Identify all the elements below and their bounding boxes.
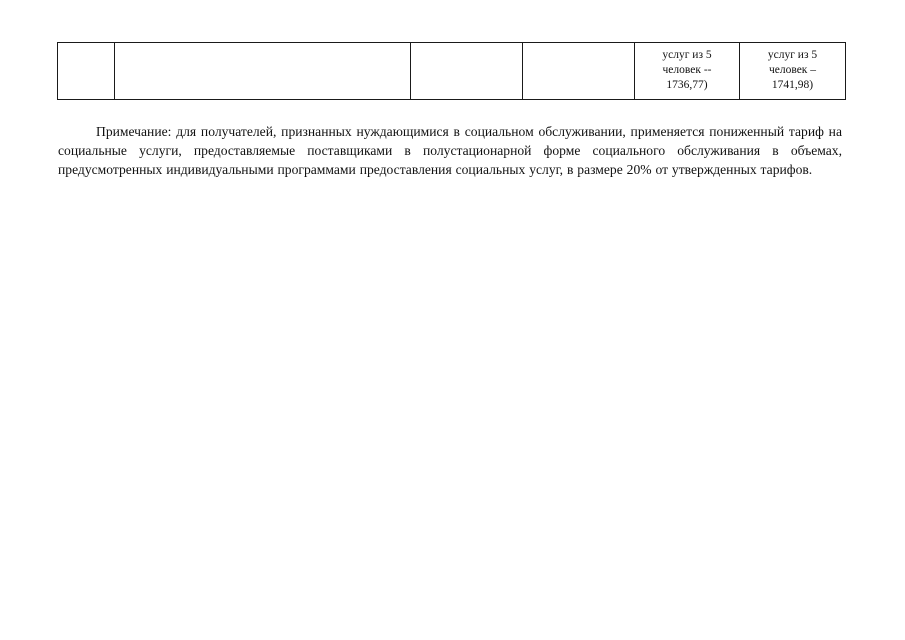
cell-line: 1741,98) — [771, 79, 814, 91]
cell-line: человек -- — [662, 64, 712, 76]
note-paragraph: Примечание: для получателей, признанных нуждающимися в социальном обслуживании, применяется пониженный тариф на социальные услуги, предоставляемые поставщиками в полустационарной форме социального обслуживания в объемах, предусмотренных индивидуальными программами предоставления социальных услуг, в размере 20% от утвержденных тарифов. — [58, 124, 842, 177]
cell-line: услуг из 5 — [662, 49, 712, 61]
cell-line: человек – — [768, 64, 817, 76]
cell-line: услуг из 5 — [767, 49, 818, 61]
table-cell-empty-4 — [523, 43, 635, 100]
cell-line: 1736,77) — [666, 79, 708, 91]
table-cell-empty-3 — [411, 43, 523, 100]
table-cell-service-name — [115, 43, 411, 100]
table-cell-tariff-2 — [740, 43, 846, 100]
table-cell-number — [58, 43, 115, 100]
table-row — [58, 43, 846, 100]
table-cell-tariff-1 — [635, 43, 740, 100]
tariff-table — [57, 42, 846, 100]
